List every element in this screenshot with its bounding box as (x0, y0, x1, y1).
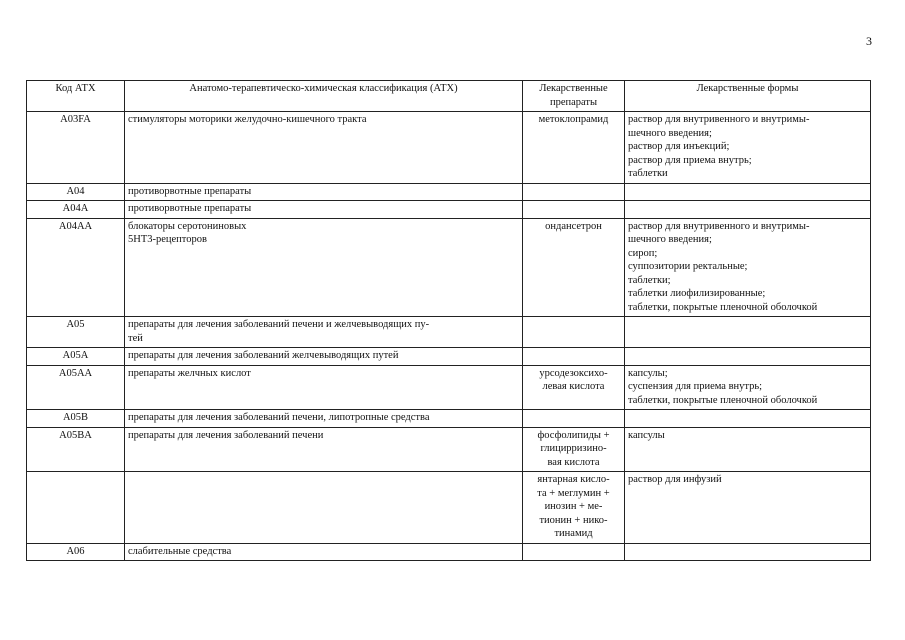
cell-drug-line: ондансетрон (545, 220, 602, 232)
cell-drug-line: глицирризино- (540, 443, 607, 454)
table-body (27, 112, 871, 561)
cell-code: A05A (27, 348, 125, 366)
cell-forms (625, 112, 871, 184)
table-row (27, 472, 871, 544)
cell-code: A04A (27, 201, 125, 219)
cell-drug-line: фосфолипиды + (537, 429, 610, 441)
cell-drug (523, 472, 625, 544)
cell-drug-line: та + меглумин + (537, 487, 610, 499)
table-row (27, 112, 871, 184)
cell-forms (625, 183, 871, 201)
cell-classification-line: препараты для лечения заболеваний печени, липотропные средства (128, 412, 430, 423)
cell-forms-line: таблетки (628, 168, 668, 179)
cell-forms-line: раствор для инъекций; (628, 141, 730, 152)
cell-forms-line: шечного введения; (628, 127, 712, 139)
table-row (27, 410, 871, 428)
cell-drug (523, 218, 625, 317)
table-row (27, 183, 871, 201)
cell-forms-line: суппозитории ректальные; (628, 261, 748, 272)
cell-code: A05AA (27, 365, 125, 410)
cell-classification (125, 410, 523, 428)
cell-classification (125, 365, 523, 410)
cell-drug-line: инозин + ме- (544, 501, 603, 512)
cell-code: A03FA (27, 112, 125, 184)
cell-classification-line: 5HT3-рецепторов (128, 234, 207, 245)
cell-forms (625, 472, 871, 544)
cell-drug-line: тионин + нико- (539, 514, 608, 526)
cell-drug (523, 317, 625, 348)
cell-forms-line: таблетки; (628, 274, 671, 286)
cell-classification (125, 183, 523, 201)
cell-code: A06 (27, 543, 125, 561)
cell-code: A04AA (27, 218, 125, 317)
cell-drug (523, 410, 625, 428)
header-forms: Лекарственные формы (625, 81, 871, 112)
cell-classification (125, 201, 523, 219)
cell-forms-line: капсулы; (628, 367, 668, 379)
cell-forms-line: таблетки, покрытые пленочной оболочкой (628, 394, 818, 406)
cell-classification (125, 112, 523, 184)
table-row (27, 201, 871, 219)
cell-forms (625, 317, 871, 348)
cell-classification (125, 472, 523, 544)
cell-code: A04 (27, 183, 125, 201)
cell-forms (625, 365, 871, 410)
cell-classification-line: препараты для лечения заболеваний печени (128, 429, 324, 441)
cell-drug-line: левая кислота (542, 381, 605, 392)
cell-drug (523, 201, 625, 219)
cell-classification (125, 218, 523, 317)
cell-forms-line: суспензия для приема внутрь; (628, 381, 763, 392)
cell-classification-line: слабительные средства (128, 545, 232, 557)
cell-drug (523, 183, 625, 201)
cell-forms-line: сироп; (628, 247, 658, 259)
cell-classification (125, 427, 523, 472)
cell-drug-line: вая кислота (547, 456, 600, 468)
cell-forms (625, 348, 871, 366)
cell-drug-line: тинамид (554, 528, 593, 539)
cell-drug (523, 365, 625, 410)
cell-drug-line: янтарная кисло- (537, 474, 610, 485)
cell-forms-line: раствор для приема внутрь; (628, 154, 752, 166)
table-header-row (27, 81, 871, 112)
cell-forms (625, 543, 871, 561)
cell-forms-line: таблетки лиофилизированные; (628, 288, 766, 299)
cell-code: A05 (27, 317, 125, 348)
page-number: 3 (866, 34, 872, 48)
cell-code (27, 472, 125, 544)
cell-drug (523, 543, 625, 561)
header-classification: Анатомо-терапевтическо-химическая классификация (АТХ) (125, 81, 523, 112)
cell-drug-line: метоклопрамид (538, 114, 609, 125)
table-row (27, 348, 871, 366)
cell-forms-line: таблетки, покрытые пленочной оболочкой (628, 301, 818, 313)
cell-forms (625, 410, 871, 428)
cell-classification (125, 317, 523, 348)
cell-forms (625, 218, 871, 317)
cell-code: A05BA (27, 427, 125, 472)
table-row (27, 427, 871, 472)
cell-classification-line: препараты для лечения заболеваний желчевыводящих путей (128, 350, 399, 361)
cell-forms-line: раствор для внутривенного и внутримы- (628, 220, 810, 232)
cell-forms-line: раствор для инфузий (628, 474, 722, 485)
cell-forms-line: шечного введения; (628, 234, 712, 245)
table-row (27, 218, 871, 317)
cell-classification-line: противорвотные препараты (128, 185, 252, 197)
cell-forms-line: капсулы (628, 429, 665, 441)
cell-forms-line: раствор для внутривенного и внутримы- (628, 114, 810, 125)
cell-drug (523, 112, 625, 184)
table-row (27, 365, 871, 410)
cell-classification-line: тей (128, 332, 143, 344)
cell-drug-line: урсодезоксихо- (539, 367, 608, 379)
header-code: Код АТХ (27, 81, 125, 112)
cell-code: A05B (27, 410, 125, 428)
header-drugs-line: препараты (549, 96, 598, 108)
table-row (27, 543, 871, 561)
cell-classification-line: препараты желчных кислот (128, 367, 251, 379)
cell-classification-line: противорвотные препараты (128, 203, 252, 214)
table-row (27, 317, 871, 348)
cell-drug (523, 427, 625, 472)
header-drugs-line: Лекарственные (539, 83, 608, 94)
cell-classification (125, 543, 523, 561)
cell-classification-line: блокаторы серотониновых (128, 220, 247, 232)
cell-drug (523, 348, 625, 366)
cell-forms (625, 427, 871, 472)
cell-forms (625, 201, 871, 219)
header-drugs (523, 81, 625, 112)
atx-table (26, 80, 871, 561)
cell-classification-line: препараты для лечения заболеваний печени и желчевыводящих пу- (128, 319, 430, 330)
cell-classification-line: стимуляторы моторики желудочно-кишечного тракта (128, 114, 367, 125)
cell-classification (125, 348, 523, 366)
